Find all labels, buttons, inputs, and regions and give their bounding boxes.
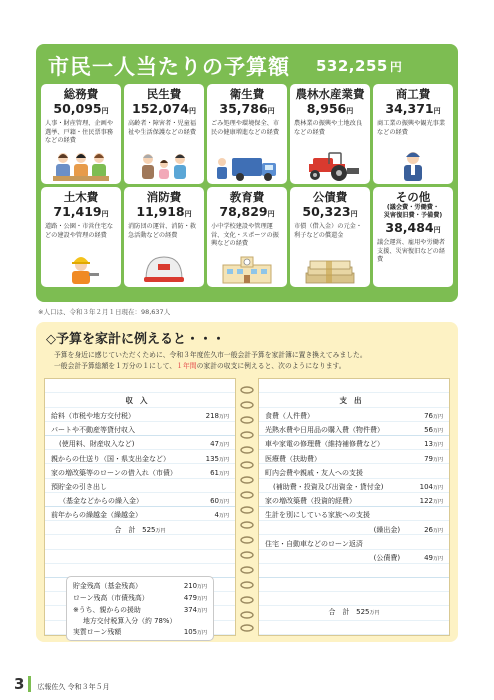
loan-row: ※うち、親からの援助 374万円 [73, 605, 207, 614]
expense-total: 合 計 525万円 [328, 608, 380, 616]
expense-row: 光熱水費や日用品の購入費（物件費） 56万円 [265, 426, 443, 435]
intro-highlight: １年間 [176, 362, 197, 370]
banknotes-illustration [290, 251, 370, 285]
cell-subtitle: 災害復旧費・予備費) [383, 212, 443, 219]
cell-subtitle: (議会費・労働費・ [386, 204, 440, 211]
loan-row: 貯金残高（基金残高） 210万円 [73, 582, 207, 590]
cell-name: 農林水産業費 [295, 87, 365, 101]
cell-amount: 34,371円 [385, 101, 441, 116]
expense-page [258, 378, 450, 636]
tractor-illustration [290, 148, 370, 182]
budget-cell-fire [124, 187, 204, 287]
expense-row: 食費（人件費） 76万円 [265, 412, 443, 420]
cell-name: その他 [395, 190, 431, 204]
cell-amount: 152,074円 [132, 101, 196, 116]
income-row: 預貯金の引き出し [51, 482, 107, 491]
income-row: 給料（市税や地方交付税） 218万円 [51, 412, 229, 420]
cell-description: 消防団の運営、消防・救急活動などの経費 [128, 223, 197, 239]
office-workers-illustration [41, 148, 121, 182]
cell-name: 公債費 [312, 190, 348, 204]
budget-panel [36, 44, 458, 302]
cell-description: 農林業の振興や土地改良などの経費 [294, 120, 363, 136]
budget-grid [41, 84, 454, 287]
budget-cell-public-debt [290, 187, 370, 287]
household-title: ◇予算を家計に例えると・・・ [46, 332, 225, 347]
footer-publication: 広報佐久 令和３年５月 [37, 683, 110, 691]
cell-description: 人事・財産管理、企画や選挙、戸籍・住民票事務などの経費 [45, 120, 114, 144]
cell-description: 小中学校建設や管理運営、文化・スポーツの振興などの経費 [211, 223, 279, 247]
cell-name: 商工費 [395, 87, 431, 101]
cell-description: 議会運営、雇用や労働者支援、災害復旧などの経費 [377, 239, 446, 263]
cell-amount: 38,484円 [385, 220, 441, 235]
expense-row: 生計を別にしている家族への支援 [265, 511, 370, 520]
expense-row: 町内会費や親戚・友人への支援 [265, 468, 363, 477]
income-row: 親からの仕送り（国・県支出金など） 135万円 [51, 454, 229, 463]
family-illustration [124, 148, 204, 182]
expense-row: (補助費・投資及び出資金・貸付金) 104万円 [273, 482, 443, 491]
cell-amount: 35,786円 [219, 101, 275, 116]
income-rows [51, 411, 229, 525]
cell-amount: 78,829円 [219, 204, 275, 219]
expense-rows [265, 411, 443, 567]
income-row: パートや不動産等貸付収入 [51, 426, 135, 435]
garbage-truck-illustration [207, 148, 287, 182]
population-note: ※人口は、令和３年２月１日現在：98,637人 [38, 308, 171, 316]
cell-description: 高齢者・障害者・児童福祉や生活保護などの経費 [128, 120, 197, 136]
cell-description: ごみ処理や環境保全、市民の健康増進などの経費 [211, 120, 280, 136]
cell-description: 商工業の振興や観光事業などの経費 [377, 120, 446, 136]
spiral-binding [240, 382, 254, 632]
intro-line-1: 予算を身近に感じていただくために、令和３年度佐久市一般会計予算を家計簿に置き換えてみました。 [54, 351, 367, 359]
intro-line-2: 一般会計予算総額を１万分の１にして、１年間の家計の収支に例えると、次のようになります。 [54, 362, 346, 370]
cell-name: 教育費 [229, 190, 265, 204]
budget-header [40, 48, 454, 84]
budget-cell-commerce [373, 84, 453, 184]
expense-row: 医療費（扶助費） 79万円 [265, 454, 443, 463]
cell-description: 道路・公園・市営住宅などの建設や管理の経費 [45, 223, 114, 239]
expense-row: 車や家電の修理費（維持補修費など） 13万円 [265, 440, 443, 449]
expense-heading: 支出 [339, 396, 369, 405]
page-footer [14, 676, 110, 692]
budget-cell-education [207, 187, 287, 287]
cell-name: 総務費 [63, 87, 99, 101]
income-heading: 収入 [125, 396, 155, 405]
loan-row: ローン残高（市債残高） 479万円 [73, 593, 207, 602]
budget-title: 市民一人当たりの予算額 [48, 55, 290, 79]
budget-cell-agriculture [290, 84, 370, 184]
income-row: （基金などからの繰入金） 60万円 [59, 497, 229, 506]
expense-row: 住宅・自動車などのローン返済 [265, 539, 363, 548]
cell-name: 土木費 [63, 190, 99, 204]
loan-balance-box [66, 576, 214, 641]
income-total: 合 計 525万円 [114, 526, 166, 534]
budget-total [316, 57, 402, 75]
cell-amount: 50,323円 [302, 204, 358, 219]
firefighter-helmet-illustration [124, 251, 204, 285]
expense-row: (繰出金) 26万円 [373, 525, 443, 534]
construction-worker-illustration [41, 251, 121, 285]
budget-cell-welfare [124, 84, 204, 184]
page-number: 3 [14, 676, 31, 692]
cell-name: 民生費 [146, 87, 182, 101]
budget-total-value: 532,255 [316, 57, 388, 75]
cell-amount: 11,918円 [136, 204, 192, 219]
budget-total-yen: 円 [389, 60, 403, 74]
income-row: 家の増改築等のローンの借入れ（市債） 61万円 [51, 468, 229, 477]
expense-row: (公債費) 49万円 [373, 553, 443, 562]
household-intro [44, 350, 450, 372]
loan-row: 実質ローン残額 105万円 [73, 628, 207, 637]
school-building-illustration [207, 251, 287, 285]
income-row: (使用料、財産収入など) 47万円 [59, 440, 229, 449]
income-row: 前年からの繰越金（繰越金） 4万円 [51, 511, 229, 520]
worker-illustration [373, 148, 453, 182]
cell-description: 市債（借入金）の元金・利子などの償還金 [294, 223, 363, 239]
cell-name: 消防費 [146, 190, 182, 204]
cell-amount: 71,419円 [53, 204, 109, 219]
cell-name: 衛生費 [229, 87, 265, 101]
budget-cell-sanitation [207, 84, 287, 184]
budget-cell-civil-engineering [41, 187, 121, 287]
expense-row: 家の増改築費（投資的経費） 122万円 [265, 497, 443, 506]
budget-cell-other [373, 187, 453, 287]
loan-row: 地方交付税算入分（約 78%） [83, 617, 177, 626]
cell-amount: 50,095円 [53, 101, 109, 116]
cell-amount: 8,956円 [306, 101, 354, 116]
budget-cell-general-affairs [41, 84, 121, 184]
